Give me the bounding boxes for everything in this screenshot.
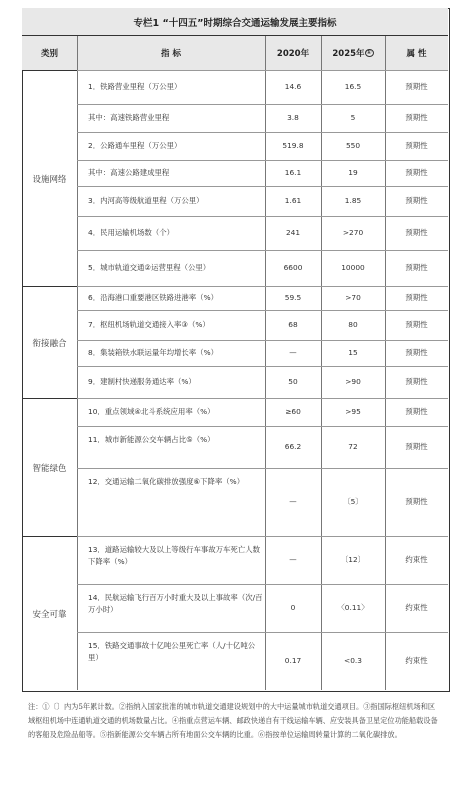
value-2020-cell: 68 bbox=[288, 320, 298, 329]
value-2020-cell: 519.8 bbox=[282, 141, 304, 150]
value-2025-cell: 19 bbox=[348, 168, 358, 177]
table-row bbox=[77, 104, 448, 105]
indicator-cell: 3．内河高等级航道里程（万公里） bbox=[88, 196, 204, 205]
header-2025-footnote: ① bbox=[366, 49, 372, 56]
value-2025-cell: 15 bbox=[348, 348, 358, 357]
indicator-cell: 其中：高速铁路营业里程 bbox=[88, 113, 170, 122]
table-row bbox=[77, 536, 448, 537]
column-divider bbox=[385, 36, 386, 690]
header-attribute: 属 性 bbox=[406, 49, 427, 59]
header-indicator: 指 标 bbox=[161, 49, 181, 59]
attribute-cell: 预期性 bbox=[405, 293, 428, 302]
attribute-cell: 预期性 bbox=[405, 141, 428, 150]
attribute-cell: 约束性 bbox=[405, 656, 428, 665]
value-2025-cell: >95 bbox=[345, 407, 361, 416]
table-row bbox=[77, 310, 448, 311]
attribute-cell: 预期性 bbox=[405, 196, 428, 205]
indicator-cell: 5．城市轨道交通②运营里程（公里） bbox=[88, 263, 211, 272]
indicator-cell: 7．枢纽机场轨道交通接入率③（%） bbox=[88, 320, 210, 329]
value-2020-cell: — bbox=[289, 348, 297, 357]
indicator-cell: 14．民航运输飞行百万小时重大及以上事故率（次/百万小时） bbox=[88, 593, 263, 614]
indicator-cell: 6．沿海港口重要港区铁路进港率（%） bbox=[88, 293, 218, 302]
attribute-cell: 预期性 bbox=[405, 407, 428, 416]
table-row bbox=[77, 132, 448, 133]
indicator-cell: 8．集装箱铁水联运量年均增长率（%） bbox=[88, 348, 218, 357]
attribute-cell: 预期性 bbox=[405, 377, 428, 386]
value-2020-cell: 3.8 bbox=[287, 113, 299, 122]
attribute-cell: 预期性 bbox=[405, 82, 428, 91]
attribute-cell: 预期性 bbox=[405, 497, 428, 506]
table-row bbox=[77, 160, 448, 161]
attribute-cell: 预期性 bbox=[405, 168, 428, 177]
table-row bbox=[77, 250, 448, 251]
indicator-cell: 15．铁路交通事故十亿吨公里死亡率（人/十亿吨公里） bbox=[88, 641, 256, 662]
value-2020-cell: 241 bbox=[285, 228, 301, 237]
indicator-cell: 4．民用运输机场数（个） bbox=[88, 228, 175, 237]
table-row bbox=[77, 398, 448, 399]
indicator-cell: 12．交通运输二氧化碳排放强度⑥下降率（%） bbox=[88, 477, 245, 486]
footnote: 注：①〔〕内为5年累计数。②指纳入国家批准的城市轨道交通建设规划中的大中运量城市轨道交通项目。③指国际枢纽机场和区域枢纽机场中连通轨道交通的机场数量占比。④指重点营运车辆、邮政快递自有干线运输车辆、应安装具备卫星定位功能船载设备的客船及危险品船等。⑤指新能源公交车辆占所有地面公交车辆的比重。⑥指按单位运输周转量计算的二氧化碳排放。 bbox=[28, 702, 438, 739]
indicator-cell: 11．城市新能源公交车辆占比⑤（%） bbox=[88, 435, 215, 444]
value-2025-cell: 〈0.11〉 bbox=[337, 603, 369, 612]
value-2020-cell: 0.17 bbox=[284, 656, 302, 665]
column-divider bbox=[321, 36, 322, 690]
table-row bbox=[77, 340, 448, 341]
value-2025-cell: <0.3 bbox=[344, 656, 362, 665]
header-2025 bbox=[321, 36, 385, 70]
table-row bbox=[77, 186, 448, 187]
indicator-cell: 其中：高速公路建成里程 bbox=[88, 168, 170, 177]
attribute-cell: 预期性 bbox=[405, 113, 428, 122]
value-2025-cell: 10000 bbox=[341, 263, 365, 272]
value-2025-cell: 〔12〕 bbox=[340, 555, 366, 564]
value-2020-cell: 50 bbox=[288, 377, 298, 386]
value-2020-cell: — bbox=[289, 497, 297, 506]
indicator-cell: 9．建制村快递服务通达率（%） bbox=[88, 377, 196, 386]
indicator-cell: 2．公路通车里程（万公里） bbox=[88, 141, 182, 150]
table-row bbox=[77, 584, 448, 585]
attribute-cell: 预期性 bbox=[405, 348, 428, 357]
table-row bbox=[77, 70, 448, 71]
category-cell: 设施网络 bbox=[22, 70, 77, 287]
attribute-cell: 约束性 bbox=[405, 555, 428, 564]
value-2025-cell: 〔5〕 bbox=[343, 497, 363, 506]
category-cell: 智能绿色 bbox=[22, 398, 77, 537]
value-2025-cell: >90 bbox=[345, 377, 361, 386]
value-2025-cell: 550 bbox=[345, 141, 361, 150]
value-2020-cell: 59.5 bbox=[284, 293, 302, 302]
table-row bbox=[77, 216, 448, 217]
table-row bbox=[77, 426, 448, 427]
attribute-cell: 预期性 bbox=[405, 228, 428, 237]
value-2020-cell: 66.2 bbox=[284, 442, 302, 451]
column-divider bbox=[77, 36, 78, 690]
value-2025-cell: >70 bbox=[345, 293, 361, 302]
indicator-cell: 13．道路运输较大及以上等级行车事故万车死亡人数下降率（%） bbox=[88, 545, 261, 566]
attribute-cell: 预期性 bbox=[405, 263, 428, 272]
category-cell: 衔接融合 bbox=[22, 286, 77, 399]
value-2020-cell: 14.6 bbox=[284, 82, 302, 91]
value-2020-cell: 0 bbox=[290, 603, 296, 612]
value-2020-cell: 6600 bbox=[283, 263, 303, 272]
attribute-cell: 预期性 bbox=[405, 320, 428, 329]
table-row bbox=[77, 468, 448, 469]
value-2025-cell: 5 bbox=[350, 113, 356, 122]
table-title: 专栏1 “十四五”时期综合交通运输发展主要指标 bbox=[22, 8, 448, 36]
value-2025-cell: 1.85 bbox=[344, 196, 362, 205]
value-2020-cell: 16.1 bbox=[284, 168, 302, 177]
header-2025-label: 2025年 bbox=[332, 49, 365, 59]
header-category: 类别 bbox=[40, 49, 58, 59]
value-2025-cell: 80 bbox=[348, 320, 358, 329]
indicator-cell: 10．重点领域④北斗系统应用率（%） bbox=[88, 407, 215, 416]
table-row bbox=[77, 632, 448, 633]
attribute-cell: 预期性 bbox=[405, 442, 428, 451]
value-2025-cell: 16.5 bbox=[344, 82, 362, 91]
table-row bbox=[77, 286, 448, 287]
header-2020: 2020年 bbox=[276, 49, 310, 59]
indicator-cell: 1．铁路营业里程（万公里） bbox=[88, 82, 182, 91]
value-2020-cell: 1.61 bbox=[284, 196, 302, 205]
value-2020-cell: — bbox=[289, 555, 297, 564]
category-cell: 安全可靠 bbox=[22, 536, 77, 691]
value-2025-cell: 72 bbox=[348, 442, 358, 451]
value-2020-cell: ≥60 bbox=[285, 407, 301, 416]
value-2025-cell: >270 bbox=[342, 228, 364, 237]
table-row bbox=[77, 366, 448, 367]
attribute-cell: 约束性 bbox=[405, 603, 428, 612]
